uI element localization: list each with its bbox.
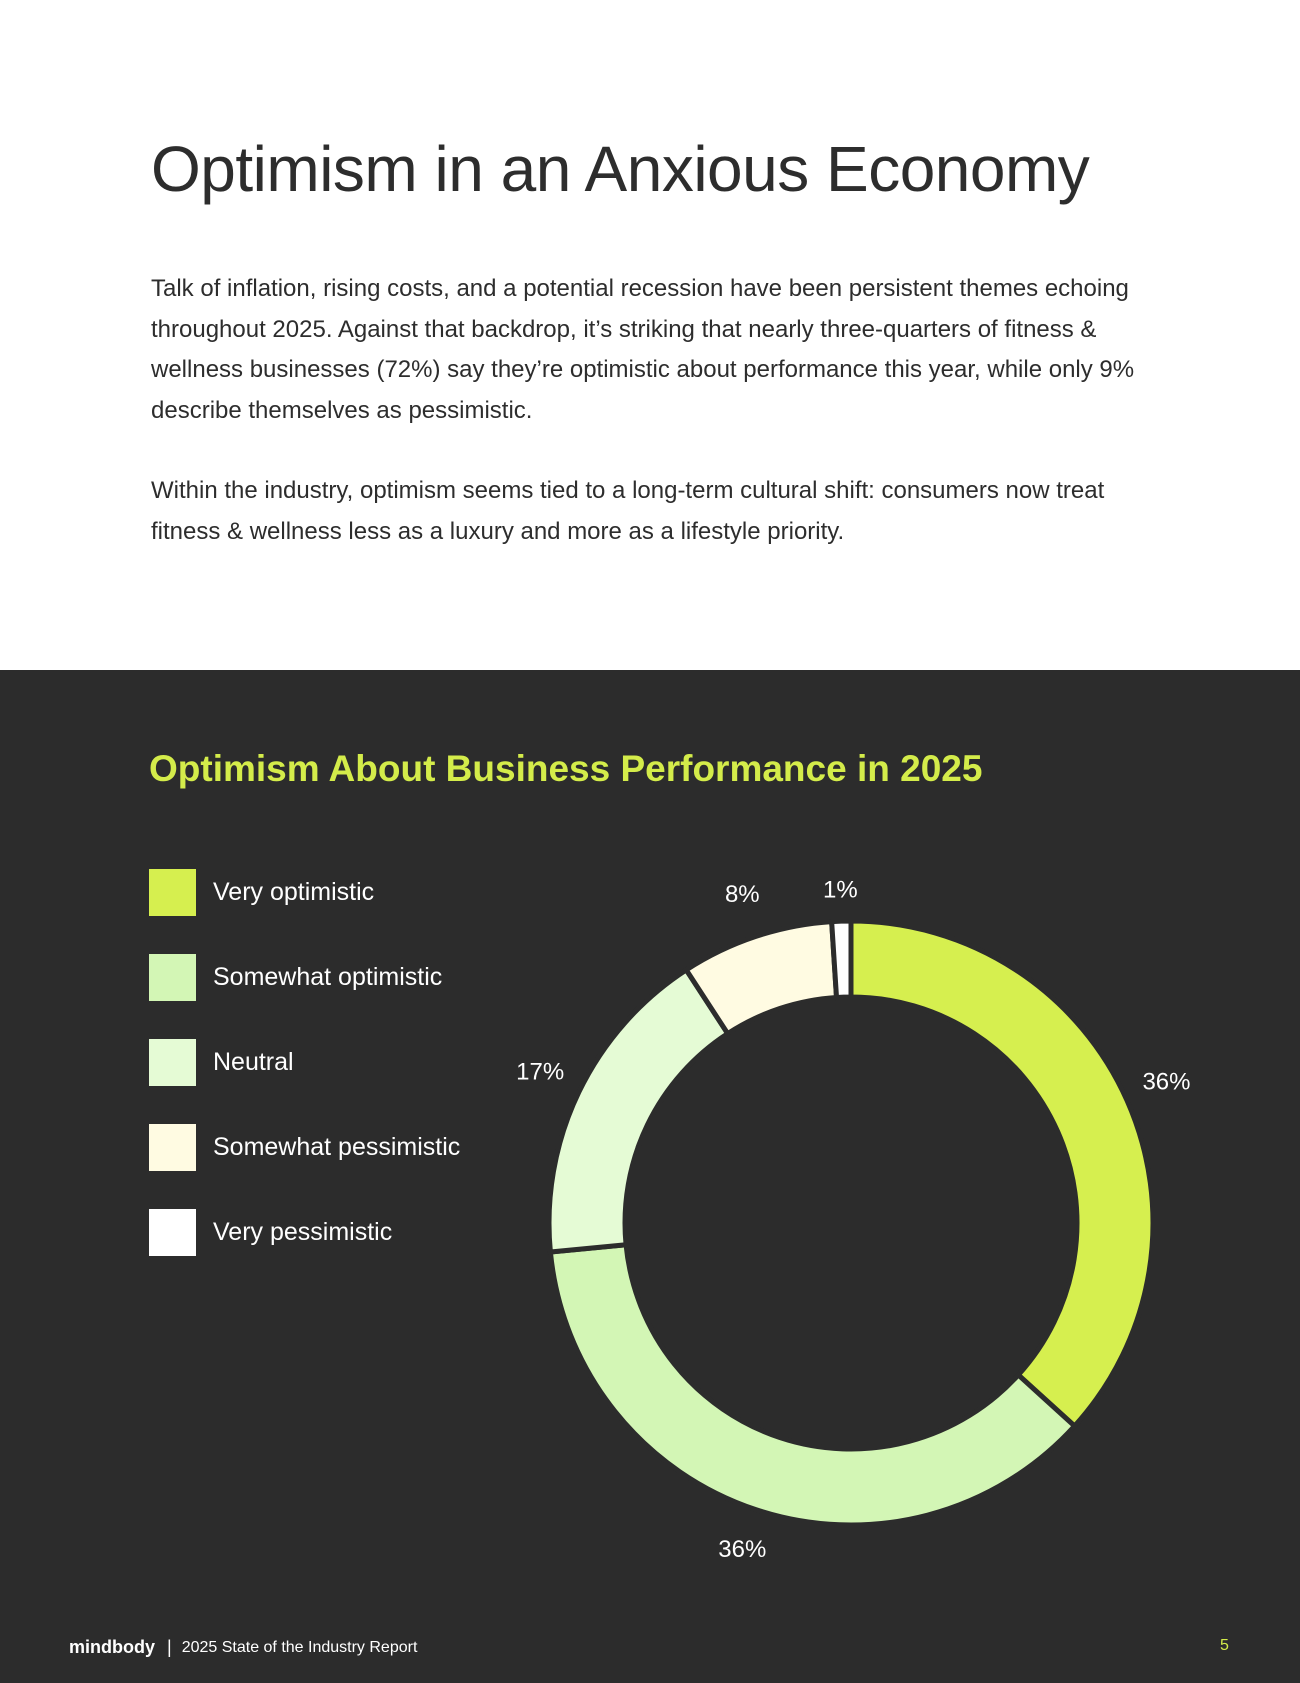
legend-label: Very optimistic xyxy=(213,878,375,906)
slice-label: 1% xyxy=(823,876,858,904)
legend-item xyxy=(149,869,374,916)
legend-item xyxy=(149,954,442,1001)
intro-paragraph: Talk of inflation, rising costs, and a potential recession have been persistent themes echoing throughout 2025. Against that backdrop, it’s striking that nearly three-quarters of fitness & wellness businesses (72%) say they’re optimistic about performance this year, while only 9% describe themselves as pessimistic. xyxy=(151,275,1135,424)
donut-slice xyxy=(549,970,728,1252)
legend-label: Very pessimistic xyxy=(213,1218,393,1246)
report-title: 2025 State of the Industry Report xyxy=(181,1638,418,1656)
donut-slice xyxy=(550,1245,1074,1525)
donut-chart xyxy=(516,876,1191,1563)
legend-swatch xyxy=(149,1124,196,1171)
page-number: 5 xyxy=(1220,1637,1229,1654)
footer xyxy=(69,1637,417,1658)
legend-label: Somewhat pessimistic xyxy=(213,1133,461,1161)
legend-label: Neutral xyxy=(213,1048,294,1076)
donut-slice xyxy=(851,921,1153,1426)
legend-swatch xyxy=(149,1039,196,1086)
donut-slice xyxy=(832,921,851,997)
page-title: Optimism in an Anxious Economy xyxy=(151,133,1090,205)
legend-item xyxy=(149,1039,294,1086)
slice-label: 36% xyxy=(1142,1068,1191,1096)
chart-title: Optimism About Business Performance in 2025 xyxy=(149,748,983,789)
article-section xyxy=(0,0,1300,670)
footer-separator: | xyxy=(167,1637,172,1657)
legend-item xyxy=(149,1124,460,1171)
slice-label: 8% xyxy=(724,880,760,908)
slice-label: 36% xyxy=(718,1535,767,1563)
legend-swatch xyxy=(149,954,196,1001)
legend-label: Somewhat optimistic xyxy=(213,963,443,991)
brand-logo: mindbody xyxy=(69,1637,155,1657)
slice-label: 17% xyxy=(516,1058,565,1086)
body-paragraph: Within the industry, optimism seems tied to a long-term cultural shift: consumers now treat fitness & wellness less as a luxury and more as a lifestyle priority. xyxy=(151,477,1105,545)
legend-item xyxy=(149,1209,392,1256)
legend-swatch xyxy=(149,869,196,916)
legend-swatch xyxy=(149,1209,196,1256)
